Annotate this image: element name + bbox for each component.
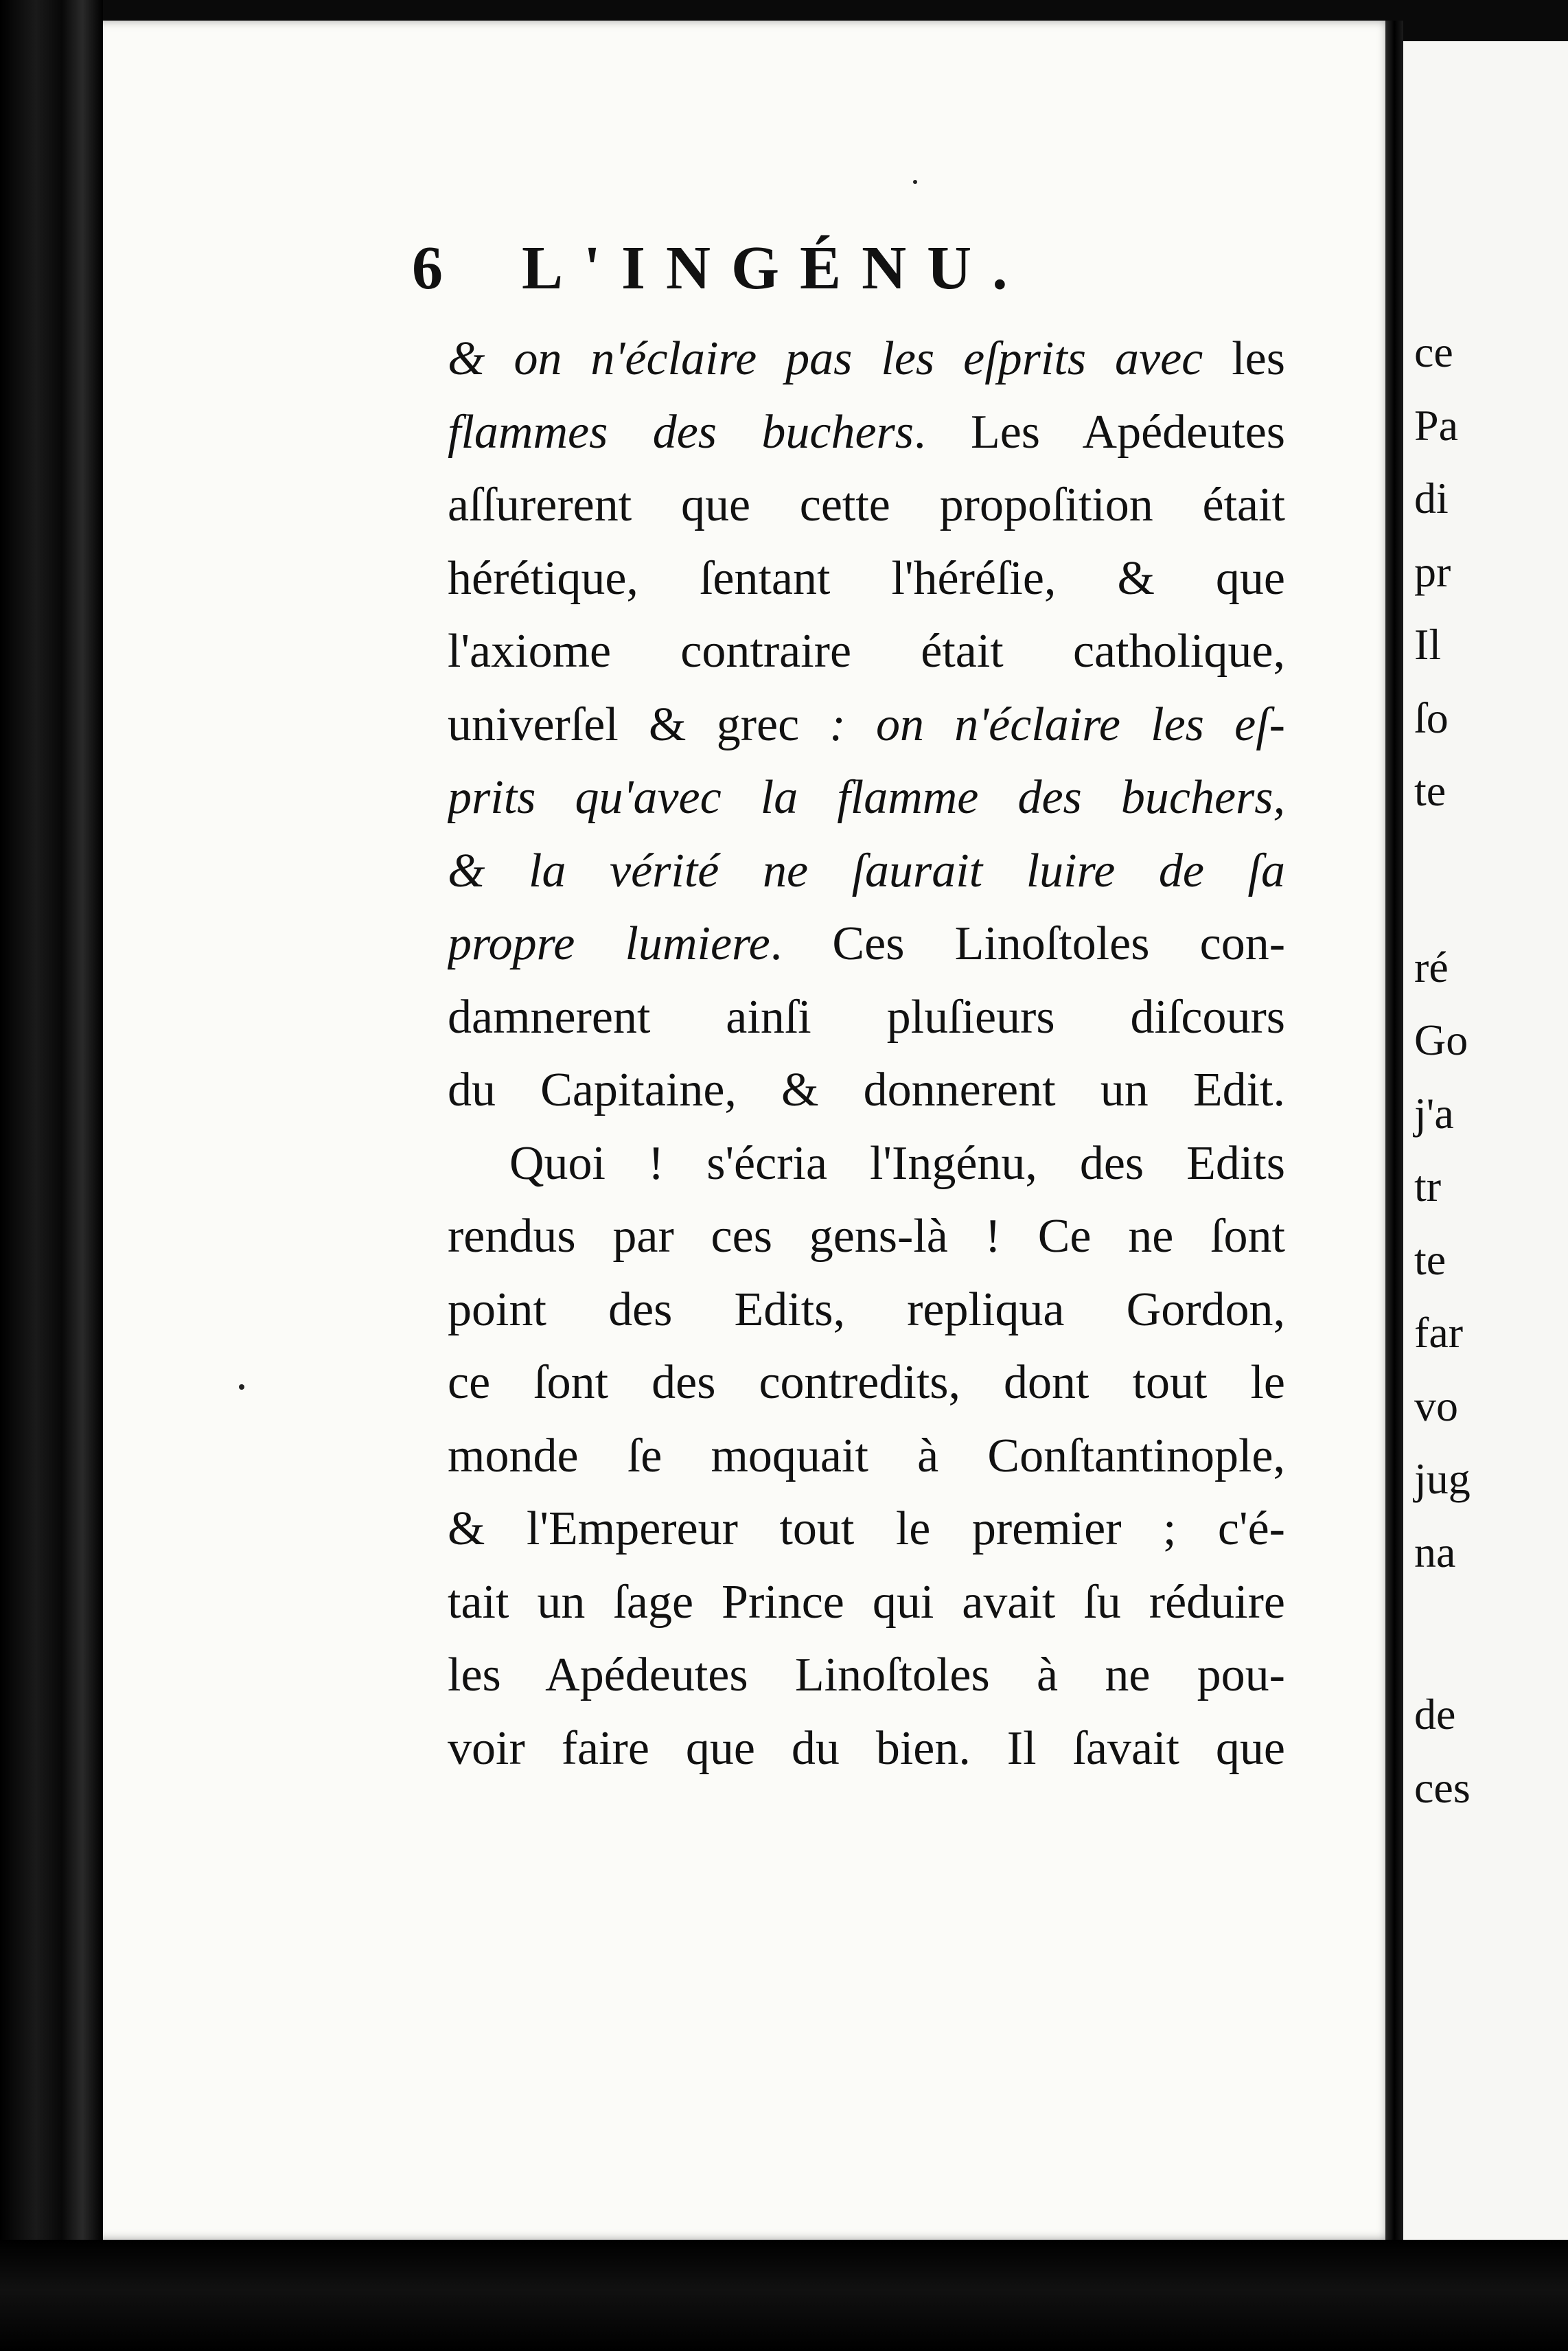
right-fragment: te (1414, 766, 1446, 815)
text-line: hérétique, ſentant l'héréſie, & que (448, 551, 1285, 605)
ink-speck (913, 180, 917, 184)
right-fragment: Pa (1414, 400, 1458, 450)
right-fragment: ſo (1414, 693, 1449, 742)
text-line: du Capitaine, & donnerent un Edit. (448, 1064, 1285, 1116)
text-line: rendus par ces gens-là ! Ce ne ſont (448, 1210, 1285, 1263)
right-fragment: j'a (1414, 1088, 1454, 1138)
right-fragment: di (1414, 474, 1449, 523)
right-fragment: Go (1414, 1016, 1468, 1064)
text-line: point des Edits, repliqua Gordon, (448, 1283, 1285, 1336)
text-line: damnerent ainſi pluſieurs diſcours (448, 990, 1285, 1044)
text-line: les Apédeutes Linoſtoles à ne pou- (448, 1649, 1285, 1701)
text-line: l'axiome contraire était catholique, (448, 625, 1285, 678)
text-line: monde ſe moquait à Conſtantinople, (448, 1429, 1285, 1482)
right-fragment: na (1414, 1527, 1456, 1576)
scan-edge-bottom (0, 2240, 1568, 2351)
right-fragment: pr (1414, 547, 1451, 596)
right-fragment: de (1414, 1690, 1456, 1739)
right-fragment: ré (1414, 942, 1449, 991)
text-line: Quoi ! s'écria l'Ingénu, des Edits (509, 1136, 1285, 1190)
right-fragment: Il (1414, 620, 1442, 669)
page-number: 6 (412, 233, 443, 302)
right-page-text (1414, 316, 1471, 1824)
running-head (412, 227, 1028, 309)
right-fragment: tr (1414, 1162, 1442, 1211)
scan-edge-left (0, 0, 103, 2351)
text-line: univerſel & grec : on n'éclaire les eſ- (448, 698, 1285, 751)
text-line: aſſurerent que cette propoſition était (448, 479, 1285, 531)
text-line: & on n'éclaire pas les eſprits avec les (448, 332, 1285, 385)
right-fragment: te (1414, 1235, 1446, 1284)
text-line: & l'Empereur tout le premier ; c'é- (448, 1502, 1285, 1555)
body-text (448, 323, 1285, 1785)
right-fragment: vo (1414, 1381, 1458, 1430)
ink-speck (239, 1384, 244, 1390)
right-fragment: ce (1414, 328, 1453, 376)
text-line: flammes des buchers. Les Apédeutes (448, 405, 1285, 459)
book-gutter (1385, 21, 1403, 2240)
text-line: & la vérité ne ſaurait luire de ſa (448, 844, 1285, 897)
text-line: propre lumiere. Ces Linoſtoles con- (448, 917, 1285, 970)
text-line: prits qu'avec la flamme des buchers, (448, 771, 1285, 824)
right-fragment: far (1414, 1308, 1464, 1357)
right-fragment: jug (1414, 1454, 1471, 1503)
right-fragment: ces (1414, 1763, 1471, 1812)
text-line: ce ſont des contredits, dont tout le (448, 1356, 1285, 1409)
text-line: voir faire que du bien. Il ſavait que (448, 1721, 1285, 1775)
text-line: tait un ſage Prince qui avait ſu réduire (448, 1575, 1285, 1629)
running-title: L'INGÉNU. (522, 233, 1028, 302)
